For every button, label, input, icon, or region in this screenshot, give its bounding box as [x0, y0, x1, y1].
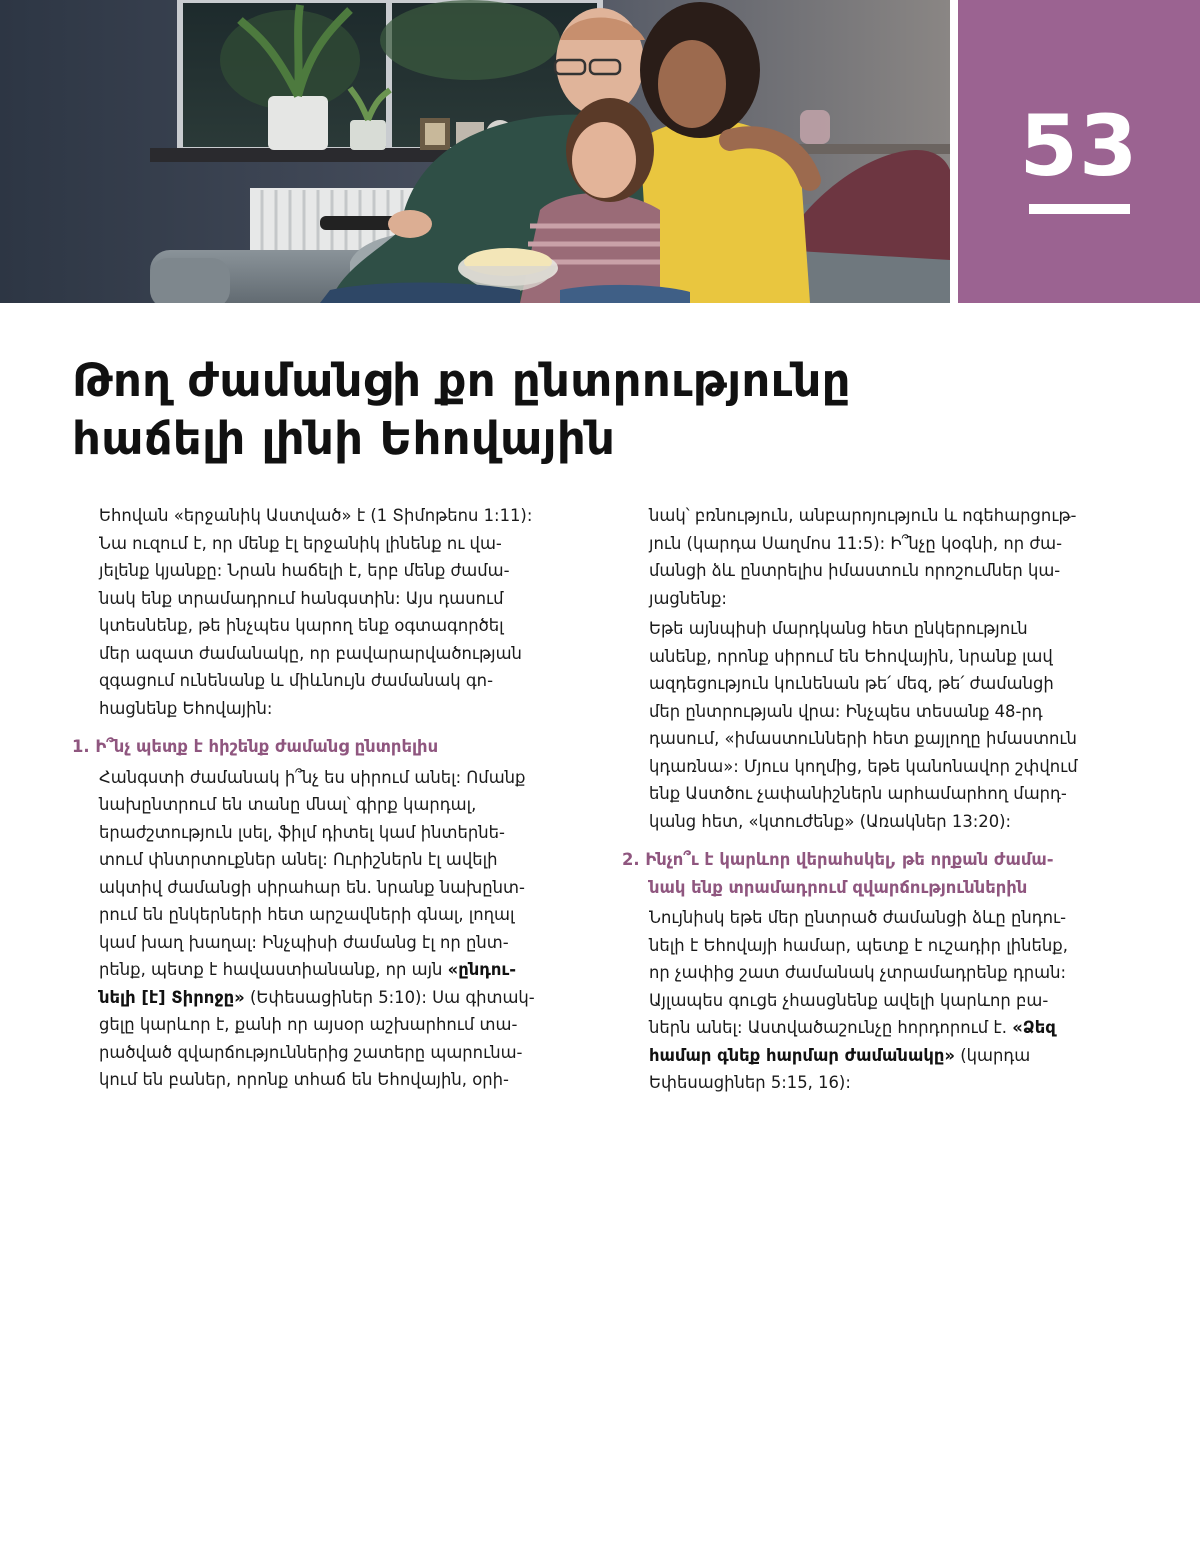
- text-line: որ չափից շատ ժամանակ չտրամադրենք դրան:: [649, 963, 1066, 982]
- text-line: յելենք կյանքը: Նրան հաճելի է, երբ մենք ժամա-: [99, 561, 510, 580]
- text-run: րենք, պետք է հավաստիանանք, որ այն: [99, 960, 448, 979]
- text-line: հացնենք Եհովային:: [99, 698, 273, 718]
- scripture-quote: համար գնեք հարմար ժամանակը»: [649, 1045, 955, 1065]
- scripture-quote: նելի [է] Տիրոջը»: [99, 987, 245, 1007]
- question-2-paragraph: [622, 904, 1134, 1097]
- text-line: նակ ենք տրամադրում հանգստին: Այս դասում: [99, 588, 504, 608]
- title-line-1: Թող ժամանցի քո ընտրությունը: [72, 354, 851, 407]
- text-run: ներն անել: Աստվածաշունչը հորդորում է.: [649, 1018, 1013, 1037]
- text-line: կտեսնենք, թե ինչպես կարող ենք օգտագործել: [99, 616, 504, 635]
- text-line: մանցի ձև ընտրելիս իմաստուն որոշումներ կա-: [649, 561, 1061, 580]
- scripture-quote: «ընդու-: [447, 960, 517, 979]
- question-2-heading-line-2: նակ ենք տրամադրում զվարճություններին: [649, 877, 1028, 897]
- text-line: կանց հետ, «կտուժենք» (Առակներ 13:20):: [649, 811, 1012, 831]
- text-line: Եթե այնպիսի մարդկանց հետ ընկերություն: [649, 619, 1028, 638]
- text-line: Այլապես գուցե չհասցնենք ավելի կարևոր բա-: [649, 990, 1049, 1010]
- text-line: Հանգստի ժամանակ ի՞նչ ես սիրում անել: Ոմանք: [99, 767, 526, 787]
- text-line: Եհովան «երջանիկ Աստված» է (1 Տիմոթեոս 1:11):: [99, 506, 533, 525]
- text-line: ենք Աստծու չափանիշներն արհամարհող մարդ-: [649, 784, 1067, 803]
- text-line: տում փնտրտուքներ անել: Ուրիշներն էլ ավելի: [99, 850, 498, 869]
- family-on-couch-image: [0, 0, 950, 303]
- lesson-number: 53: [1019, 97, 1139, 195]
- text-line: յացնենք:: [649, 588, 727, 608]
- text-line: Նույնիսկ եթե մեր ընտրած ժամանցի ձևը ընդու-: [649, 908, 1067, 927]
- text-line: զգացում ունենանք և միևնույն ժամանակ գո-: [99, 671, 493, 690]
- question-2-heading-line-1: 2. Ինչո՞ւ է կարևոր վերահսկել, թե որքան ժամա-: [622, 850, 1054, 869]
- text-line: կում են բաներ, որոնք տհաճ են Եհովային, օրի-: [99, 1070, 509, 1089]
- text-line: [72, 956, 587, 984]
- text-line: նախընտրում են տանը մնալ՝ գիրք կարդալ,: [99, 795, 477, 814]
- text-line: յուն (կարդա Սաղմոս 11:5): Ի՞նչը կօգնի, որ ժա-: [649, 533, 1062, 553]
- question-1-paragraph: [72, 764, 587, 1094]
- text-line: նակ՝ բռնություն, անբարոյություն և ոգեհարցութ-: [649, 506, 1077, 525]
- title-line-2: հաճելի լինի Եհովային: [72, 412, 616, 465]
- text-run: (Եփեսացիներ 5:10): Սա գիտակ-: [244, 987, 535, 1007]
- text-line: րում են ընկերների հետ արշավների գնալ, լողալ: [99, 905, 515, 924]
- text-line: դասում, «իմաստունների հետ քայլողը իմաստուն: [649, 729, 1077, 748]
- right-column: [622, 502, 1134, 1097]
- page-title: [72, 352, 1132, 468]
- scripture-quote: «Ձեզ: [1012, 1018, 1056, 1037]
- text-run: (կարդա: [954, 1045, 1031, 1065]
- text-line: րածված զվարճություններից շատերը պարունա-: [99, 1042, 523, 1062]
- question-1-heading: 1. Ի՞նչ պետք է հիշենք ժամանց ընտրելիս: [72, 737, 439, 756]
- text-line: կամ խաղ խաղալ: Ինչպիսի ժամանց էլ որ ընտ-: [99, 932, 509, 952]
- text-line: [72, 984, 587, 1012]
- intro-paragraph: [72, 502, 587, 722]
- text-line: կդառնա»: Մյուս կողմից, եթե կանոնավոր շփվում: [649, 756, 1078, 776]
- text-line: երաժշտություն լսել, ֆիլմ դիտել կամ ինտերնե-: [99, 822, 505, 842]
- text-line: Եփեսացիներ 5:15, 16):: [649, 1073, 851, 1092]
- lesson-number-box: [958, 0, 1200, 303]
- left-column: [72, 502, 587, 1094]
- text-line: անենք, որոնք սիրում են Եհովային, նրանք լավ: [649, 646, 1053, 666]
- friends-paragraph: [622, 615, 1134, 835]
- lesson-number-underline: [1029, 204, 1130, 214]
- text-line: [622, 1014, 1134, 1042]
- text-line: մեր ընտրության վրա: Ինչպես տեսանք 48-րդ: [649, 701, 1043, 721]
- text-line: Նա ուզում է, որ մենք էլ երջանիկ լինենք ու վա-: [99, 533, 502, 553]
- text-line: ցելը կարևոր է, քանի որ այսօր աշխարհում տա-: [99, 1015, 518, 1034]
- text-line: մեր ազատ ժամանակը, որ բավարարվածության: [99, 643, 522, 663]
- text-line: նելի է Եհովայի համար, պետք է ուշադիր լինենք,: [649, 935, 1068, 955]
- question-1-paragraph-continued: [622, 502, 1134, 612]
- text-line: ազդեցություն կունենան թե՛ մեզ, թե՛ ժամանցի: [649, 674, 1054, 693]
- header-photo: [0, 0, 950, 303]
- text-line: [622, 1042, 1134, 1070]
- text-line: ակտիվ ժամանցի սիրահար են. նրանք նախընտ-: [99, 877, 525, 897]
